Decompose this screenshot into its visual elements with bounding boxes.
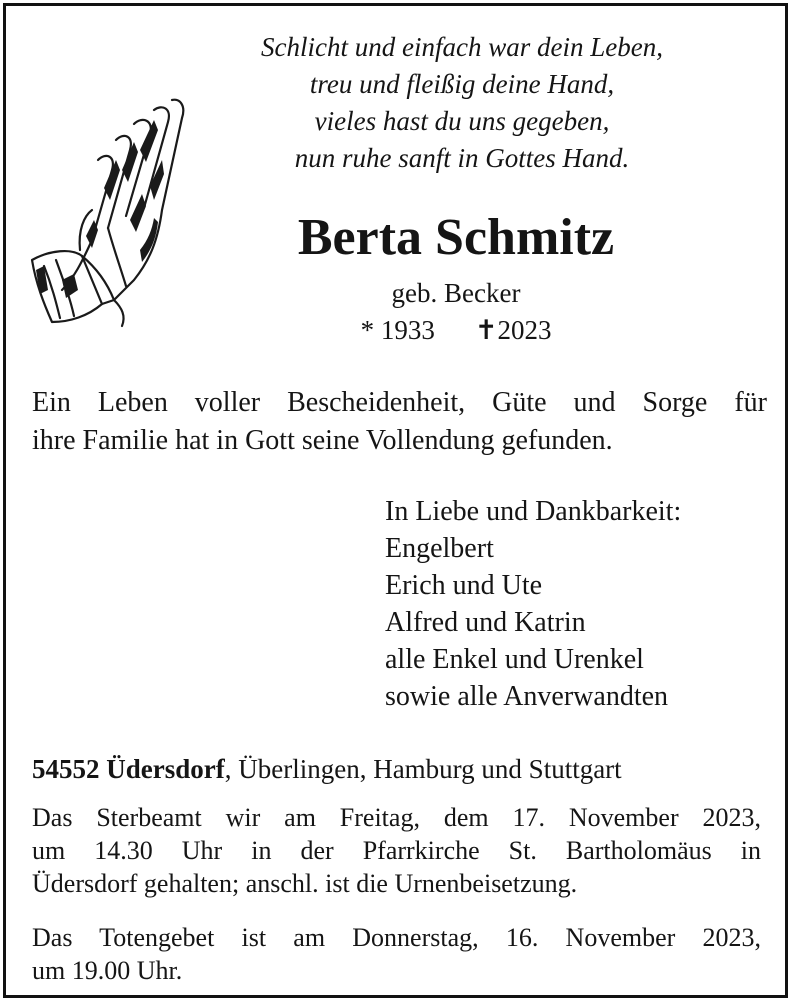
poem-line: Schlicht und einfach war dein Leben, — [261, 32, 663, 62]
funeral-line: um 14.30 Uhr in der Pfarrkirche St. Bartholomäus in — [32, 836, 761, 865]
life-dates — [206, 310, 706, 350]
main-location: 54552 Üdersdorf — [32, 754, 225, 784]
mourner: alle Enkel und Urenkel — [385, 644, 644, 675]
poem-line: treu und fleißig deine Hand, — [309, 69, 615, 99]
location-line — [32, 750, 767, 788]
tribute-line: ihre Familie hat in Gott seine Vollendung gefunden. — [32, 425, 613, 456]
obituary-notice — [3, 3, 788, 998]
prayer-line: Das Totengebet ist am Donnerstag, 16. November 2023, — [32, 923, 761, 952]
funeral-info — [32, 801, 761, 900]
mourners-heading: In Liebe und Dankbarkeit: — [385, 496, 682, 527]
tribute-text — [32, 384, 767, 460]
poem-line: vieles hast du uns gegeben, — [314, 106, 610, 136]
mourners-list — [385, 493, 780, 715]
death-year: 2023 — [497, 315, 552, 345]
prayer-info — [32, 921, 761, 987]
mourner: Erich und Ute — [385, 570, 543, 601]
praying-hands-icon — [22, 90, 202, 335]
poem — [216, 29, 708, 177]
other-locations: , Überlingen, Hamburg und Stuttgart — [224, 754, 622, 784]
mourner: sowie alle Anverwandten — [385, 681, 669, 712]
birth-name: geb. Becker — [391, 278, 521, 308]
deceased-name: Berta Schmitz — [297, 209, 615, 266]
mourner: Engelbert — [385, 533, 494, 564]
prayer-line: um 19.00 Uhr. — [32, 956, 183, 985]
cross-icon: ✝ — [474, 315, 498, 345]
funeral-line: Das Sterbeamt wir am Freitag, dem 17. November 2023, — [32, 803, 761, 832]
birth-year: * 1933 — [360, 315, 435, 345]
mourner: Alfred und Katrin — [385, 607, 586, 638]
poem-line: nun ruhe sanft in Gottes Hand. — [294, 143, 630, 173]
tribute-line: Ein Leben voller Bescheidenheit, Güte und Sorge für — [32, 387, 767, 418]
funeral-line: Üdersdorf gehalten; anschl. ist die Urnenbeisetzung. — [32, 869, 578, 898]
